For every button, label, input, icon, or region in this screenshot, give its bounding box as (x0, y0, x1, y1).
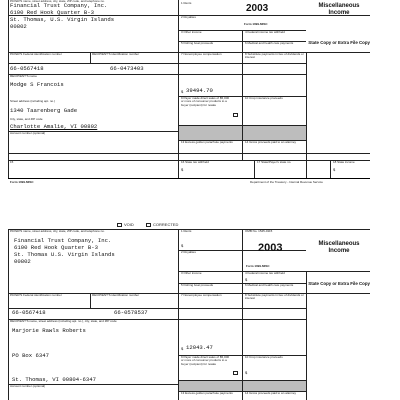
rule (8, 153, 370, 154)
recipient-id-label: RECIPIENT'S identification number (92, 52, 140, 56)
rule (90, 293, 91, 308)
box-13-golden: 13 Excess golden parachute payments (181, 391, 233, 395)
box-10-crop: 10 Crop insurance proceeds (245, 355, 283, 359)
form-title: Miscellaneous Income (318, 3, 360, 16)
box-18-state-income: 18 State income (333, 160, 355, 164)
recipient-city: St. Thomas, VI 00804-6347 (12, 376, 96, 383)
rule (90, 52, 91, 63)
form-title: Miscellaneous Income (318, 241, 360, 254)
omb-number: OMB No. 1545-0115 (245, 229, 273, 233)
recipient-name: Marjorie Rawls Roberts (12, 327, 86, 334)
recipient-label: RECIPIENT'S name (10, 74, 37, 78)
payer-line: St. Thomas U.S. Virgin Islands (14, 251, 115, 258)
copy-label: State Copy or Extra File Copy (308, 281, 370, 286)
payer-line: 00802 (14, 258, 31, 265)
box-7-nonemployee: 7 Nonemployee compensation (181, 52, 222, 56)
rule (306, 271, 307, 400)
box-5-fishing: 5 Fishing boat proceeds (181, 283, 214, 287)
box-17-state-no: 17 State/Payer's state no. (257, 160, 292, 164)
payer-label: PAYER'S name, street address, city, state, ZIP code, and telephone no. (10, 229, 105, 233)
shaded-box-11 (179, 126, 242, 140)
box-9-checkbox[interactable] (233, 113, 238, 117)
box-7-value: 12043.47 (186, 344, 213, 351)
rule (330, 160, 331, 178)
recipient-label: RECIPIENT'S name, street address (including apt. no.), city, state, and ZIP code (10, 319, 117, 323)
box-15: 15 (10, 160, 14, 164)
box-8-substitute: 8 Substitute payments in lieu of dividends or interest (245, 293, 304, 301)
box-7-value: 39494.70 (186, 87, 213, 94)
dollar-sign: $ (181, 89, 184, 94)
payer-id: 66-0567418 (12, 309, 46, 316)
form-name: Form 1099-MISC (246, 264, 270, 268)
footer-form: Form 1099-MISC (10, 180, 34, 184)
street-label: Street address (including apt. no.) (10, 99, 56, 103)
copy-label: State Copy or Extra File Copy (308, 40, 370, 45)
box-3-other-income: 3 Other income (181, 271, 202, 275)
tax-year: 2003 (258, 242, 283, 254)
recipient-name: Modge S Francois (10, 81, 64, 88)
box-9-direct-sales: 9 Payer made direct sales of $5,000 or more of consumer products to a buyer (recipient) for resale (181, 96, 230, 107)
box-10-crop: 10 Crop insurance proceeds (245, 96, 283, 100)
box-4-federal-tax: 4 Federal income tax withheld (245, 30, 285, 34)
payer-line: St. Thomas, U.S. Virgin Islands (10, 16, 115, 23)
dollar-sign: $ (333, 167, 336, 172)
box-9-direct-sales: 9 Payer made direct sales of $5,000 or more of consumer products to a buyer (recipient) for resale (181, 355, 230, 366)
box-8-substitute: 8 Substitute payments in lieu of dividends or interest (245, 52, 304, 60)
form-name: Form 1099-MISC (244, 22, 268, 26)
tax-year: 2003 (246, 3, 269, 14)
payer-id-label: PAYER'S Federal identification number (10, 52, 62, 56)
void-checkbox[interactable] (117, 223, 122, 227)
city-label: City, state, and ZIP code (10, 117, 43, 121)
shaded-box-11 (179, 381, 242, 391)
recipient-street: PO Box 6347 (12, 352, 49, 359)
footer-dept: Department of the Treasury - Internal Revenue Service (250, 180, 323, 184)
recipient-city: Charlotte Amalie, VI 00802 (10, 123, 98, 130)
rule (8, 178, 370, 179)
recipient-id-label: RECIPIENT'S identification number (92, 293, 140, 297)
shaded-box-12 (243, 381, 306, 391)
rule (8, 74, 306, 75)
rule (178, 0, 179, 178)
rule (8, 0, 9, 178)
box-9-checkbox[interactable] (233, 371, 238, 375)
box-14-attorney: 14 Gross proceeds paid to an attorney (245, 140, 297, 144)
payer-label: PAYER'S name, street address, city, state, ZIP code, and telephone no. (10, 0, 105, 3)
box-14-attorney: 14 Gross proceeds paid to an attorney (245, 391, 297, 395)
box-16-state-tax: 16 State tax withheld (181, 160, 209, 164)
dollar-sign: $ (181, 346, 184, 351)
recipient-street: 1340 Taarenberg Gade (10, 107, 78, 114)
payer-id: 66-0567418 (10, 65, 44, 72)
form-1099-misc-bottom (0, 210, 400, 400)
box-1-rents: 1 Rents (181, 1, 192, 5)
payer-line: 6100 Red Hook Quarter B-3 (14, 244, 98, 251)
rule (306, 52, 307, 178)
shaded-box-12 (243, 126, 306, 140)
payer-id-label: PAYER'S Federal identification number (10, 293, 62, 297)
payer-line: Financial Trust Company, Inc. (14, 237, 112, 244)
rule (8, 229, 9, 400)
rule (254, 160, 255, 178)
rule (178, 229, 179, 400)
corrected-checkbox[interactable] (146, 223, 151, 227)
rule (8, 308, 306, 309)
box-4-federal-tax: 4 Federal income tax withheld (245, 271, 285, 275)
account-label: Account number (optional) (10, 131, 46, 135)
box-13-golden: 13 Excess golden parachute payments (181, 140, 233, 144)
payer-line: 6100 Red Hook Quarter B-3 (10, 9, 94, 16)
account-label: Account number (optional) (10, 384, 46, 388)
rule (242, 229, 243, 400)
dollar-sign: $ (181, 243, 184, 248)
void-label: VOID (124, 222, 134, 227)
dollar-sign: $ (245, 370, 248, 375)
corrected-label: CORRECTED (153, 222, 179, 227)
box-5-fishing: 5 Fishing boat proceeds (181, 41, 214, 45)
rule (8, 63, 306, 64)
box-6-medical: 6 Medical and health care payments (245, 283, 294, 287)
box-3-other-income: 3 Other income (181, 30, 202, 34)
dollar-sign: $ (181, 167, 184, 172)
dollar-sign: $ (245, 277, 248, 282)
recipient-id: 66-0578537 (114, 309, 148, 316)
box-2-royalties: 2 Royalties (181, 15, 196, 19)
payer-line: 00802 (10, 23, 27, 30)
payer-line: Financial Trust Company, Inc. (10, 2, 108, 9)
recipient-id: 66-0473403 (110, 65, 144, 72)
box-6-medical: 6 Medical and health care payments (245, 41, 294, 45)
box-1-rents: 1 Rents (181, 229, 192, 233)
box-7-nonemployee: 7 Nonemployee compensation (181, 293, 222, 297)
box-2-royalties: 2 Royalties (181, 250, 196, 254)
